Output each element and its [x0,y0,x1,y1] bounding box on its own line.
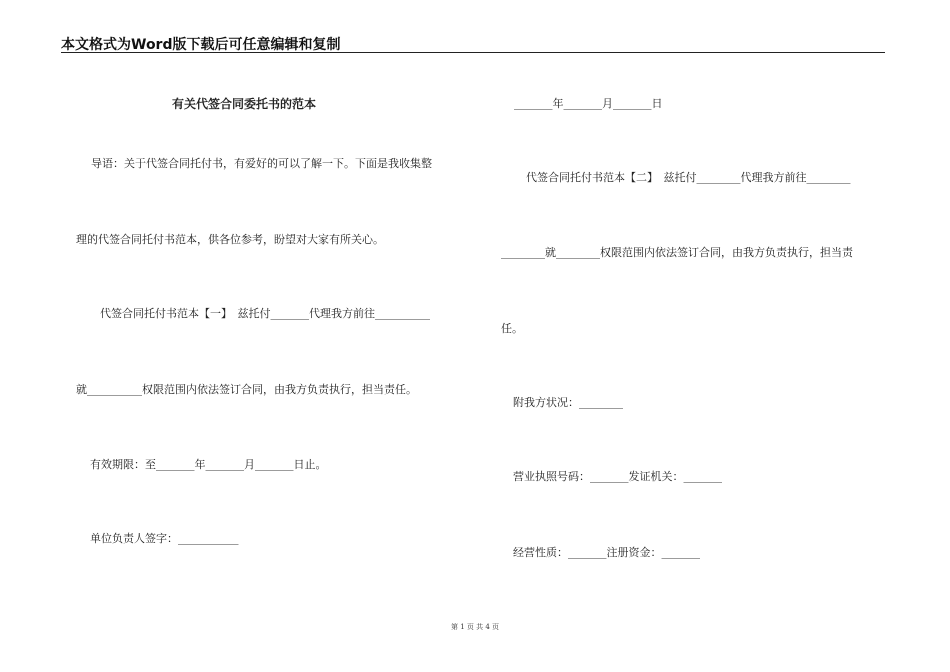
right-paragraph-7: 经营性质：_______注册资金：_______ [513,546,700,559]
page-footer: 第 1 页 共 4 页 [450,623,500,631]
left-paragraph-5: 有效期限：至_______年_______月_______日止。 [90,458,327,471]
right-paragraph-6: 营业执照号码：_______发证机关：_______ [513,470,722,483]
right-paragraph-5: 附我方状况：________ [513,396,623,409]
right-paragraph-3: ________就________权限范围内依法签订合同，由我方负责执行，担当责 [501,246,853,259]
left-paragraph-3: 代签合同托付书范本【一】 兹托付_______代理我方前往__________ [100,307,430,320]
left-paragraph-2: 理的代签合同托付书范本，供各位参考，盼望对大家有所关心。 [76,233,384,246]
left-paragraph-4: 就__________权限范围内依法签订合同，由我方负责执行，担当责任。 [76,383,417,396]
right-paragraph-1: _______年_______月_______日 [514,97,663,110]
header-divider [61,52,885,53]
right-paragraph-2: 代签合同托付书范本【二】 兹托付________代理我方前往________ [526,171,851,184]
right-paragraph-4: 任。 [501,322,523,335]
left-paragraph-1: 导语：关于代签合同托付书，有爱好的可以了解一下。下面是我收集整 [91,157,432,170]
document-title: 有关代签合同委托书的范本 [172,97,317,111]
left-paragraph-6: 单位负责人签字：___________ [90,532,239,545]
page-header: 本文格式为Word版下载后可任意编辑和复制 [61,37,341,53]
